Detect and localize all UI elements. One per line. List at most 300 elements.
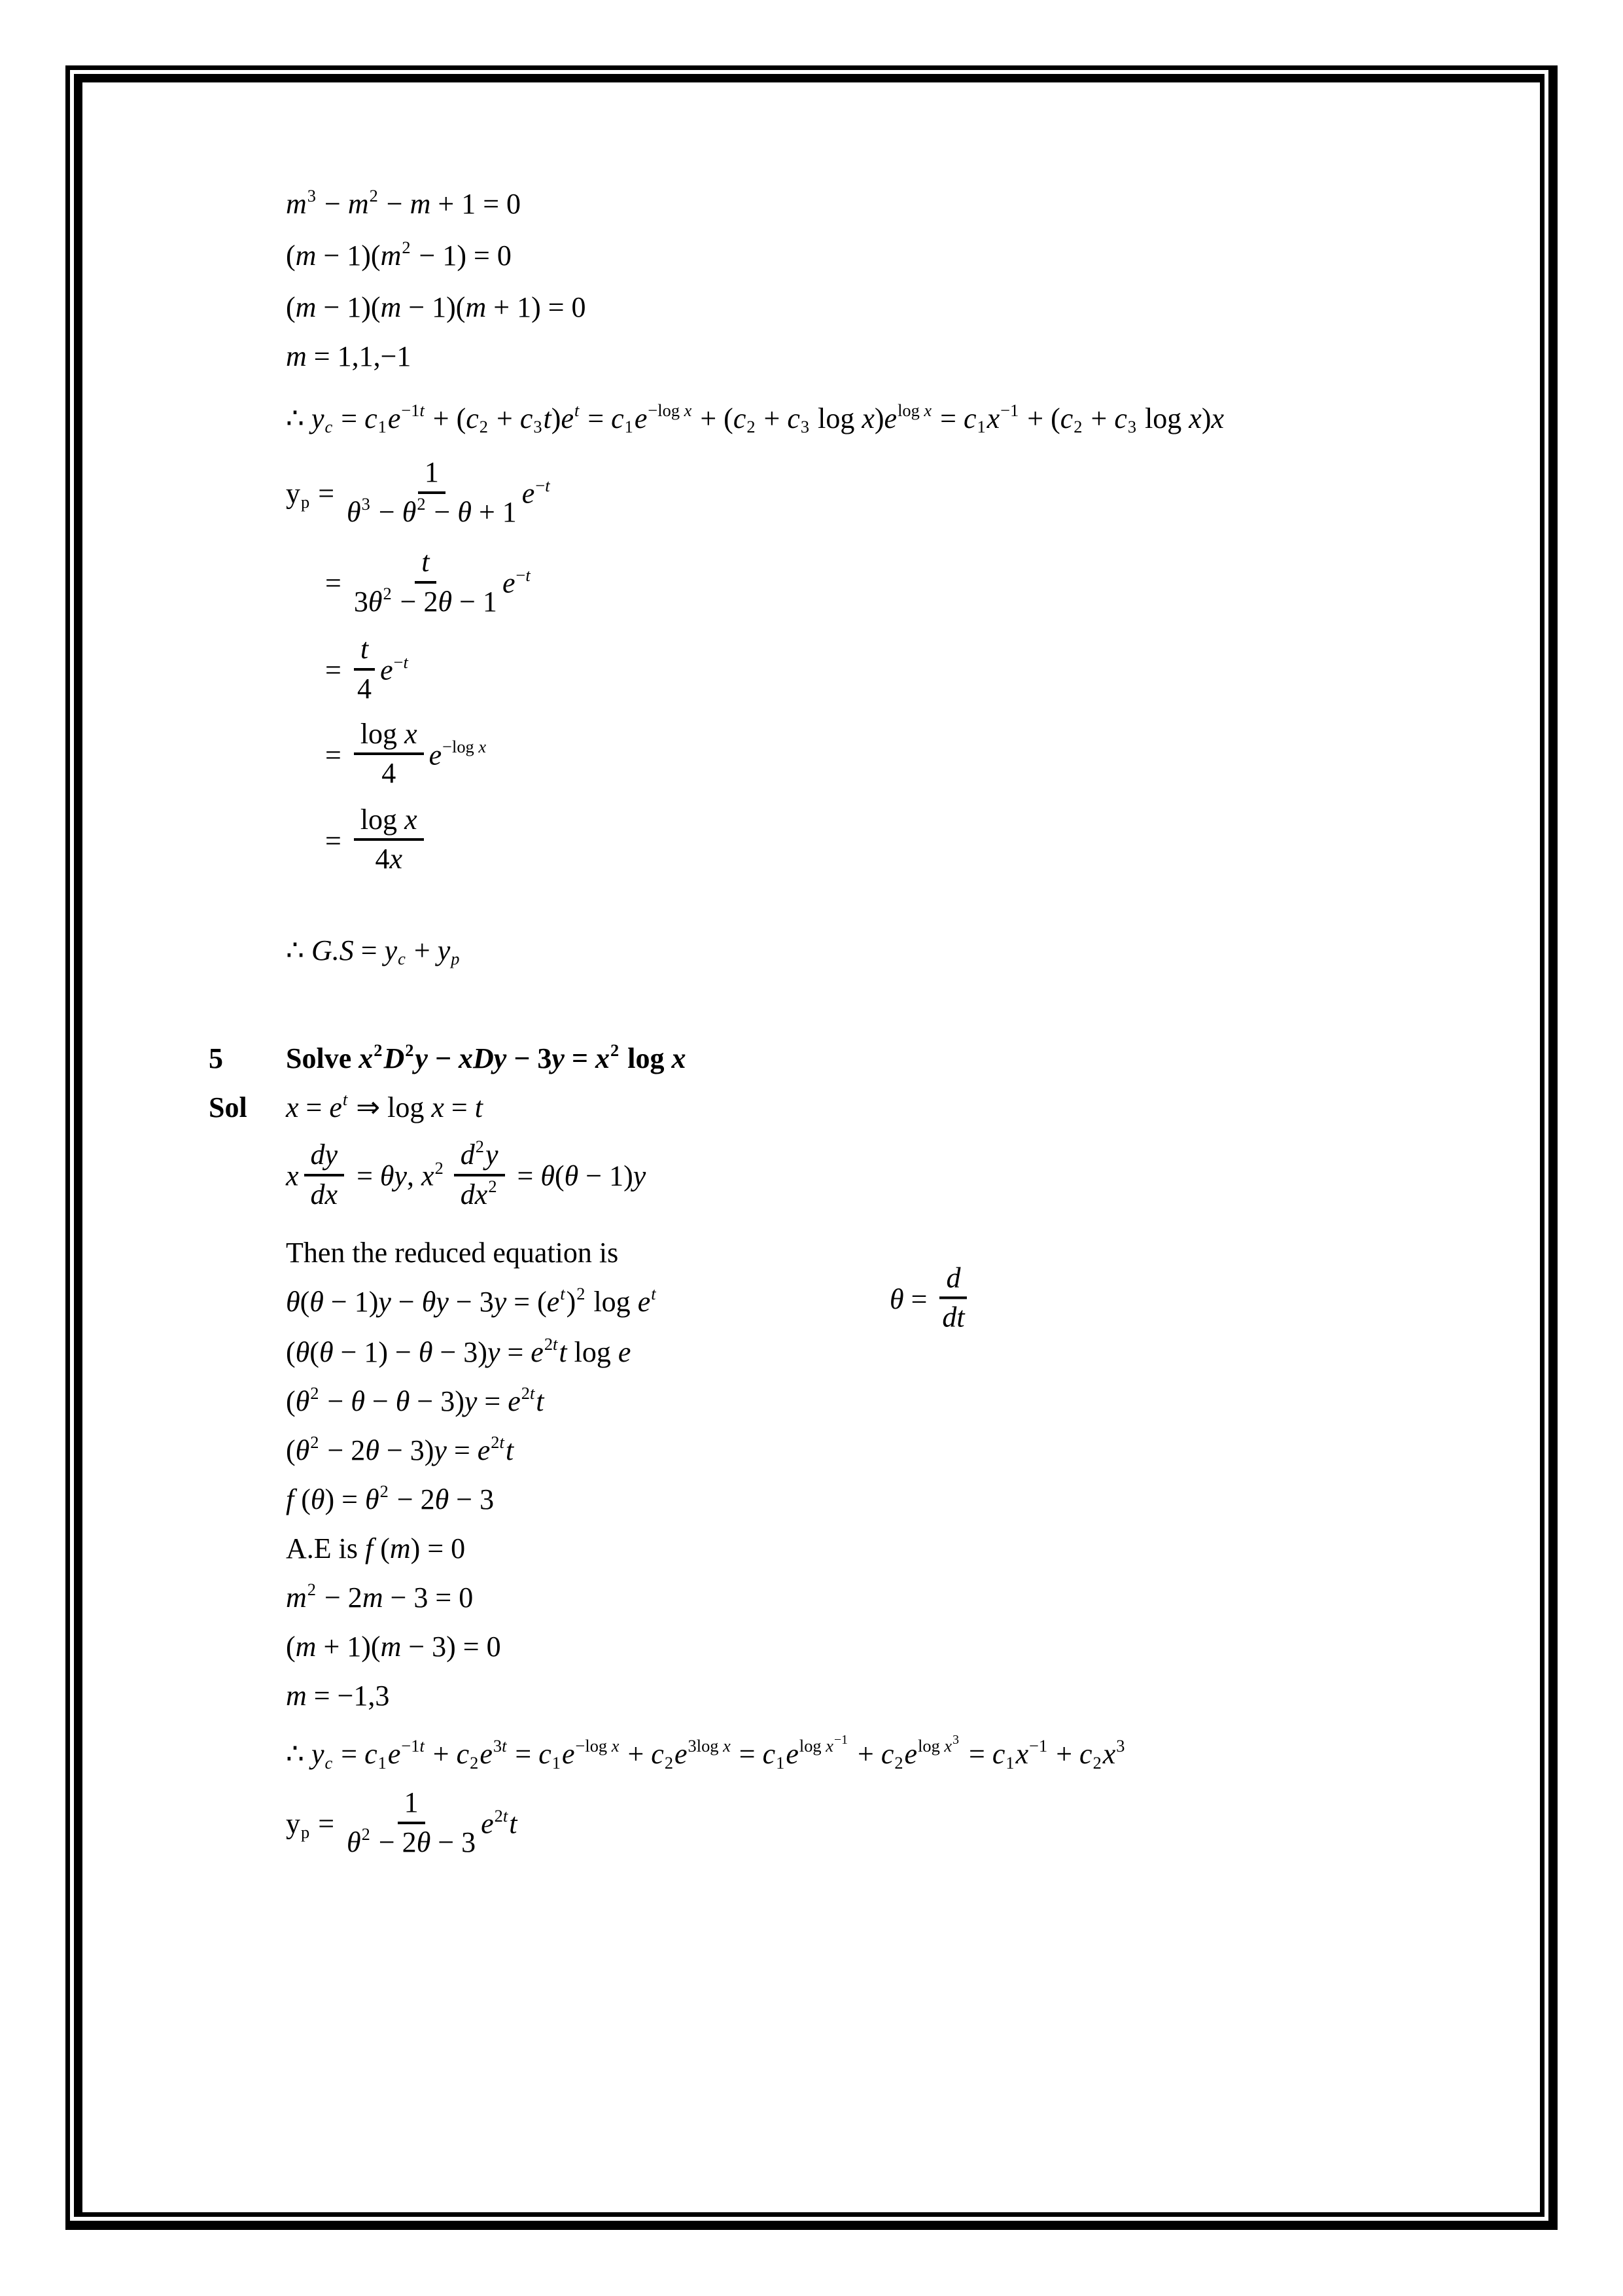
fraction-denominator (461, 1176, 498, 1212)
math-token: y (384, 934, 398, 966)
math-token: x (404, 803, 417, 836)
math-token: 1 (377, 1752, 387, 1773)
math-token: 4 (381, 757, 396, 790)
math-token: 3 (353, 585, 368, 618)
math-token: 2 (470, 1752, 479, 1773)
math-token: = (325, 654, 349, 687)
math-token: − 1)( (401, 291, 466, 323)
math-token: e (531, 1336, 544, 1369)
math-token: x (595, 1042, 610, 1074)
math-token: −1 (1000, 400, 1019, 421)
math-token: ∴ (286, 934, 311, 966)
eq-factored-1 (200, 238, 1514, 274)
math-superscript (535, 476, 550, 495)
math-token: m (362, 1581, 383, 1614)
eq-yp-2 (200, 546, 1514, 622)
math-token: e (477, 1434, 491, 1467)
equation (286, 1284, 657, 1320)
math-token: e (387, 402, 401, 434)
fraction-numerator (454, 1139, 505, 1176)
math-superscript (799, 1733, 849, 1756)
math-token: − 2 (371, 1826, 417, 1858)
math-token: θ (402, 495, 417, 528)
eq-general-solution (200, 932, 1514, 968)
eq-roots-2 (200, 1678, 1514, 1714)
math-token: = (510, 1159, 541, 1192)
math-token: d (946, 1262, 961, 1294)
math-token: 2 (544, 1334, 553, 1354)
math-token: + (425, 1738, 457, 1771)
math-token: x (862, 402, 875, 434)
eq-yp-5 (200, 803, 1514, 880)
math-token: = (325, 567, 349, 599)
math-token: y (286, 1807, 300, 1840)
math-token: − 1 (452, 585, 497, 618)
math-token: − (393, 652, 404, 673)
math-suberscript (776, 1753, 784, 1773)
math-token: c (651, 1738, 664, 1771)
math-token: + ( (425, 402, 466, 434)
eq-reduced-2 (200, 1334, 1514, 1370)
math-superscript (380, 1481, 389, 1501)
math-token: + 1 = 0 (430, 188, 521, 220)
math-token: x (1015, 1738, 1029, 1771)
math-superscript (515, 565, 530, 585)
math-suberscript (378, 417, 387, 436)
math-token: + (850, 1738, 881, 1771)
math-token: θ (890, 1282, 904, 1315)
math-suberscript (325, 417, 333, 436)
math-superscript (952, 1733, 959, 1747)
math-token: ) (566, 1286, 576, 1318)
math-token: = (353, 934, 385, 966)
math-superscript (405, 1040, 413, 1060)
math-token: + 1 (471, 495, 517, 528)
eq-auxiliary (200, 1530, 1514, 1566)
text-reduced-equation (200, 1235, 1514, 1271)
math-token: − 2 (320, 1434, 366, 1467)
math-token: − 3) = 0 (401, 1631, 501, 1663)
math-token: θ (395, 1385, 410, 1418)
math-token: 2 (521, 1383, 530, 1404)
math-suberscript (625, 417, 633, 436)
math-superscript (307, 1580, 316, 1599)
math-token: 1 (424, 456, 439, 488)
math-token: c (733, 402, 746, 434)
math-token: y (311, 1738, 324, 1771)
fraction (354, 804, 424, 876)
math-token: ) = (324, 1483, 365, 1516)
math-token: m (410, 188, 431, 220)
math-token: ) (874, 402, 884, 434)
math-token: ( (309, 1336, 319, 1369)
fraction-denominator (354, 584, 497, 619)
math-token: x (404, 717, 417, 750)
math-token: − 1) (578, 1159, 633, 1192)
math-suberscript (1005, 1753, 1014, 1773)
math-superscript (918, 1733, 960, 1756)
math-token: c (364, 1738, 377, 1771)
math-suberscript (533, 417, 542, 436)
math-token: 2 (475, 1137, 484, 1156)
math-token: 1 (776, 1752, 785, 1773)
fraction (454, 1139, 505, 1211)
math-token: ) (1201, 402, 1212, 434)
math-token: = −1,3 (306, 1680, 390, 1712)
math-token: t (419, 1736, 425, 1756)
math-token: 2 (434, 1157, 444, 1178)
math-token: t (342, 1089, 348, 1109)
equation (286, 932, 461, 968)
eq-yp-3 (200, 633, 1514, 709)
math-superscript (688, 1736, 731, 1756)
math-token: 2 (383, 583, 392, 603)
math-token: c (963, 402, 977, 434)
math-token: log (360, 803, 405, 836)
math-token: m (295, 291, 317, 323)
math-token: 3 (307, 186, 316, 206)
math-suberscript (378, 1753, 387, 1773)
math-token: 2 (664, 1752, 674, 1773)
math-superscript (362, 1824, 370, 1844)
equation (286, 1786, 517, 1863)
math-token: d (460, 1138, 475, 1171)
math-superscript (401, 400, 424, 420)
math-superscript (574, 400, 579, 420)
math-superscript (648, 400, 691, 420)
math-superscript (1000, 400, 1019, 420)
math-token: y (551, 1042, 565, 1074)
math-token: e (380, 654, 393, 687)
math-token: x (611, 1736, 620, 1756)
math-token: θ (309, 1286, 324, 1318)
math-token: e (884, 402, 898, 434)
math-token: 3log (688, 1736, 724, 1756)
math-token: 2 (576, 1284, 585, 1304)
math-token: 2 (746, 417, 756, 437)
math-token: = (446, 1434, 478, 1467)
equation (286, 1089, 1514, 1125)
math-token: log (898, 400, 924, 421)
math-token: θ (295, 1434, 310, 1467)
math-token: t (560, 1284, 565, 1304)
math-token: y (633, 1159, 646, 1192)
math-token: − (535, 475, 546, 495)
math-token: = (311, 477, 342, 510)
eq-factored-2 (200, 289, 1514, 325)
math-token: 2 (1073, 417, 1083, 437)
math-token: y (286, 477, 300, 510)
eq-reduced-3 (200, 1383, 1514, 1419)
math-token: = (903, 1282, 935, 1315)
math-token: ) = 0 (410, 1532, 466, 1565)
math-token: θ (368, 585, 383, 618)
math-token: − (379, 188, 410, 220)
fraction-denominator (311, 1176, 338, 1212)
math-token: ( (286, 1385, 296, 1418)
math-superscript (560, 1284, 565, 1303)
fraction (304, 1139, 345, 1211)
math-token: = ( (506, 1286, 547, 1318)
math-token: m (347, 188, 369, 220)
math-token: c (398, 949, 406, 969)
math-token: t (421, 546, 430, 578)
math-token: dx (310, 1178, 338, 1210)
math-token: t (543, 402, 551, 434)
math-token: A.E is (286, 1532, 365, 1565)
math-token: 4 (357, 672, 372, 705)
math-token: x (1211, 402, 1225, 434)
math-token: m (295, 1631, 317, 1663)
math-token: −log (442, 737, 479, 757)
math-token: 1 (551, 1752, 561, 1773)
math-token: = (325, 824, 349, 857)
eq-operator-identities (200, 1137, 1514, 1215)
math-superscript (1116, 1736, 1125, 1756)
math-token: x (924, 400, 932, 421)
math-token: ( (554, 1159, 565, 1192)
math-token: 2 (374, 1040, 383, 1060)
math-token: c (456, 1738, 470, 1771)
equation (286, 186, 521, 222)
math-token: ( (286, 1336, 296, 1369)
math-token: t (360, 633, 369, 665)
math-token: − 3) (410, 1385, 464, 1418)
math-content (82, 82, 1540, 1889)
math-token: c (538, 1738, 551, 1771)
math-token: t (559, 1336, 567, 1369)
equation (286, 456, 551, 533)
equation (286, 1383, 544, 1419)
fraction-denominator (347, 494, 517, 529)
math-token: −1 (1029, 1736, 1048, 1756)
math-token: −log (575, 1736, 612, 1756)
math-token: e (674, 1738, 688, 1771)
math-superscript (488, 1176, 497, 1196)
math-superscript (383, 584, 391, 603)
math-suberscript (894, 1753, 903, 1773)
math-token: m (380, 1631, 402, 1663)
math-token: = (564, 1042, 596, 1074)
math-token: ∴ (286, 402, 311, 434)
math-token: m (380, 239, 402, 272)
math-token: x (684, 400, 692, 421)
math-superscript (476, 1137, 484, 1156)
math-token: x (286, 1091, 299, 1123)
row-label: Sol (209, 1091, 247, 1123)
math-token: = (580, 402, 612, 434)
math-token: 3 (493, 1736, 502, 1756)
math-token: f (286, 1483, 294, 1516)
math-superscript (343, 1089, 347, 1109)
page-frame-outer (65, 65, 1558, 2230)
math-token: e (561, 1738, 575, 1771)
fraction-denominator (357, 671, 372, 706)
math-token: c (881, 1738, 894, 1771)
math-token: y (434, 1434, 447, 1467)
equation (286, 1334, 631, 1370)
math-token: θ (295, 1336, 310, 1369)
math-superscript (576, 1284, 585, 1303)
math-token: c (519, 402, 533, 434)
math-token: m (286, 1581, 307, 1614)
math-suberscript (480, 417, 488, 436)
math-superscript (834, 1733, 848, 1747)
math-token: e (546, 1286, 560, 1318)
math-token: y (437, 934, 451, 966)
math-token: e (904, 1738, 918, 1771)
math-token: −1 (401, 400, 420, 421)
math-token: 4 (375, 843, 390, 875)
fraction-denominator (381, 755, 396, 790)
math-token: e (387, 1738, 401, 1771)
math-token: ( (286, 239, 296, 272)
math-token: c (1114, 402, 1127, 434)
math-superscript (576, 1736, 620, 1756)
equation (286, 1432, 514, 1468)
fraction-numerator (418, 456, 445, 494)
math-superscript (374, 1040, 382, 1060)
math-token: log (811, 402, 862, 434)
math-token: = (477, 1385, 508, 1418)
math-superscript (307, 186, 316, 205)
math-token: θy (421, 1286, 449, 1318)
math-token: 2 (405, 1040, 414, 1060)
math-token: dx (460, 1178, 488, 1210)
math-token: c (466, 402, 479, 434)
math-superscript (651, 1284, 655, 1303)
math-token: 1 (624, 417, 633, 437)
math-token: Solve (286, 1042, 359, 1074)
math-token: e (618, 1336, 631, 1369)
equation (286, 289, 586, 325)
math-token: − (317, 188, 348, 220)
math-token: θ (434, 1483, 449, 1516)
page-frame-inner (74, 74, 1544, 2217)
math-superscript (370, 186, 378, 205)
math-token: G.S (311, 934, 354, 966)
math-token: f (365, 1532, 374, 1565)
math-token: y (415, 1042, 428, 1074)
eq-f-theta (200, 1481, 1514, 1517)
math-token: 1 (1005, 1752, 1015, 1773)
math-token: m (389, 1532, 411, 1565)
math-token: p (301, 492, 310, 512)
math-token: + ( (693, 402, 733, 434)
math-token: x (1189, 402, 1202, 434)
equation (286, 1481, 494, 1517)
math-token: − (427, 495, 458, 528)
math-token: log (567, 1336, 618, 1369)
math-token: t (651, 1284, 656, 1304)
math-token: 3 (533, 417, 542, 437)
math-token: c (762, 1738, 776, 1771)
math-token: e (634, 402, 648, 434)
math-token: θ (286, 1286, 300, 1318)
fraction-numerator (304, 1139, 345, 1176)
math-token: θ (564, 1159, 579, 1192)
math-token: − 3 (506, 1042, 552, 1074)
math-token: x (421, 1159, 434, 1192)
math-token: 2 (610, 1040, 620, 1060)
math-token: ) (551, 402, 561, 434)
fraction-denominator (375, 841, 402, 876)
eq-yp-4 (200, 717, 1514, 794)
math-superscript (442, 737, 486, 756)
math-token: c (611, 402, 624, 434)
math-token: − 1) (323, 1286, 379, 1318)
math-token: θ (347, 1826, 361, 1858)
math-token: t (502, 1736, 507, 1756)
math-token: + (1083, 402, 1115, 434)
math-token: = (444, 1091, 475, 1123)
eq-m-quadratic (200, 1580, 1514, 1616)
eq-m-factored (200, 1629, 1514, 1665)
math-token: 2 (488, 1176, 497, 1196)
math-token: − 3) (432, 1336, 487, 1369)
math-token: c (1079, 1738, 1092, 1771)
math-token: 2 (1092, 1752, 1102, 1773)
math-token: 3 (952, 1733, 960, 1748)
math-token: θ (438, 585, 453, 618)
math-token: − 3 (448, 1286, 494, 1318)
equation (325, 633, 410, 709)
math-token: e (521, 477, 535, 510)
math-token: 2 (894, 1752, 903, 1773)
math-token: −1 (401, 1736, 420, 1756)
eq-reduced-4 (200, 1432, 1514, 1468)
math-token: 3 (1127, 417, 1137, 437)
math-token: e (508, 1385, 521, 1418)
fraction-denominator (347, 1824, 476, 1860)
math-token: θ (347, 495, 361, 528)
math-token: − 1)( (316, 239, 381, 272)
math-token: −1 (833, 1733, 848, 1748)
math-superscript (491, 1432, 504, 1452)
math-token: ∴ (286, 1738, 311, 1771)
math-suberscript (398, 949, 406, 968)
row-label: 5 (209, 1042, 223, 1074)
math-token: θy (379, 1159, 408, 1192)
math-token: 2 (361, 1824, 370, 1844)
eq-yp-6 (200, 1786, 1514, 1863)
equation (325, 803, 429, 880)
math-token: θ (351, 1385, 365, 1418)
math-token: θ (295, 1385, 310, 1418)
math-token: m (295, 239, 317, 272)
math-token: e (428, 739, 442, 771)
eq-reduced-1 (200, 1262, 1514, 1333)
math-token: − 2 (389, 1483, 435, 1516)
math-token: 2 (491, 1432, 500, 1453)
math-token: − (320, 1385, 351, 1418)
math-token: x (358, 1042, 374, 1074)
math-token: t (403, 652, 408, 673)
equation (286, 1580, 473, 1616)
math-token: xDy (459, 1042, 507, 1074)
math-token: 2 (369, 186, 378, 206)
math-token: log (918, 1736, 945, 1756)
problem-5-header (200, 1040, 1514, 1076)
fraction (347, 456, 517, 529)
math-token: − (364, 1385, 396, 1418)
math-token: = (334, 1738, 365, 1771)
math-token: c (324, 1752, 333, 1773)
math-superscript (401, 1736, 424, 1756)
math-token: ( (286, 291, 296, 323)
fraction-numerator (415, 546, 436, 584)
math-token: − 3 (449, 1483, 495, 1516)
